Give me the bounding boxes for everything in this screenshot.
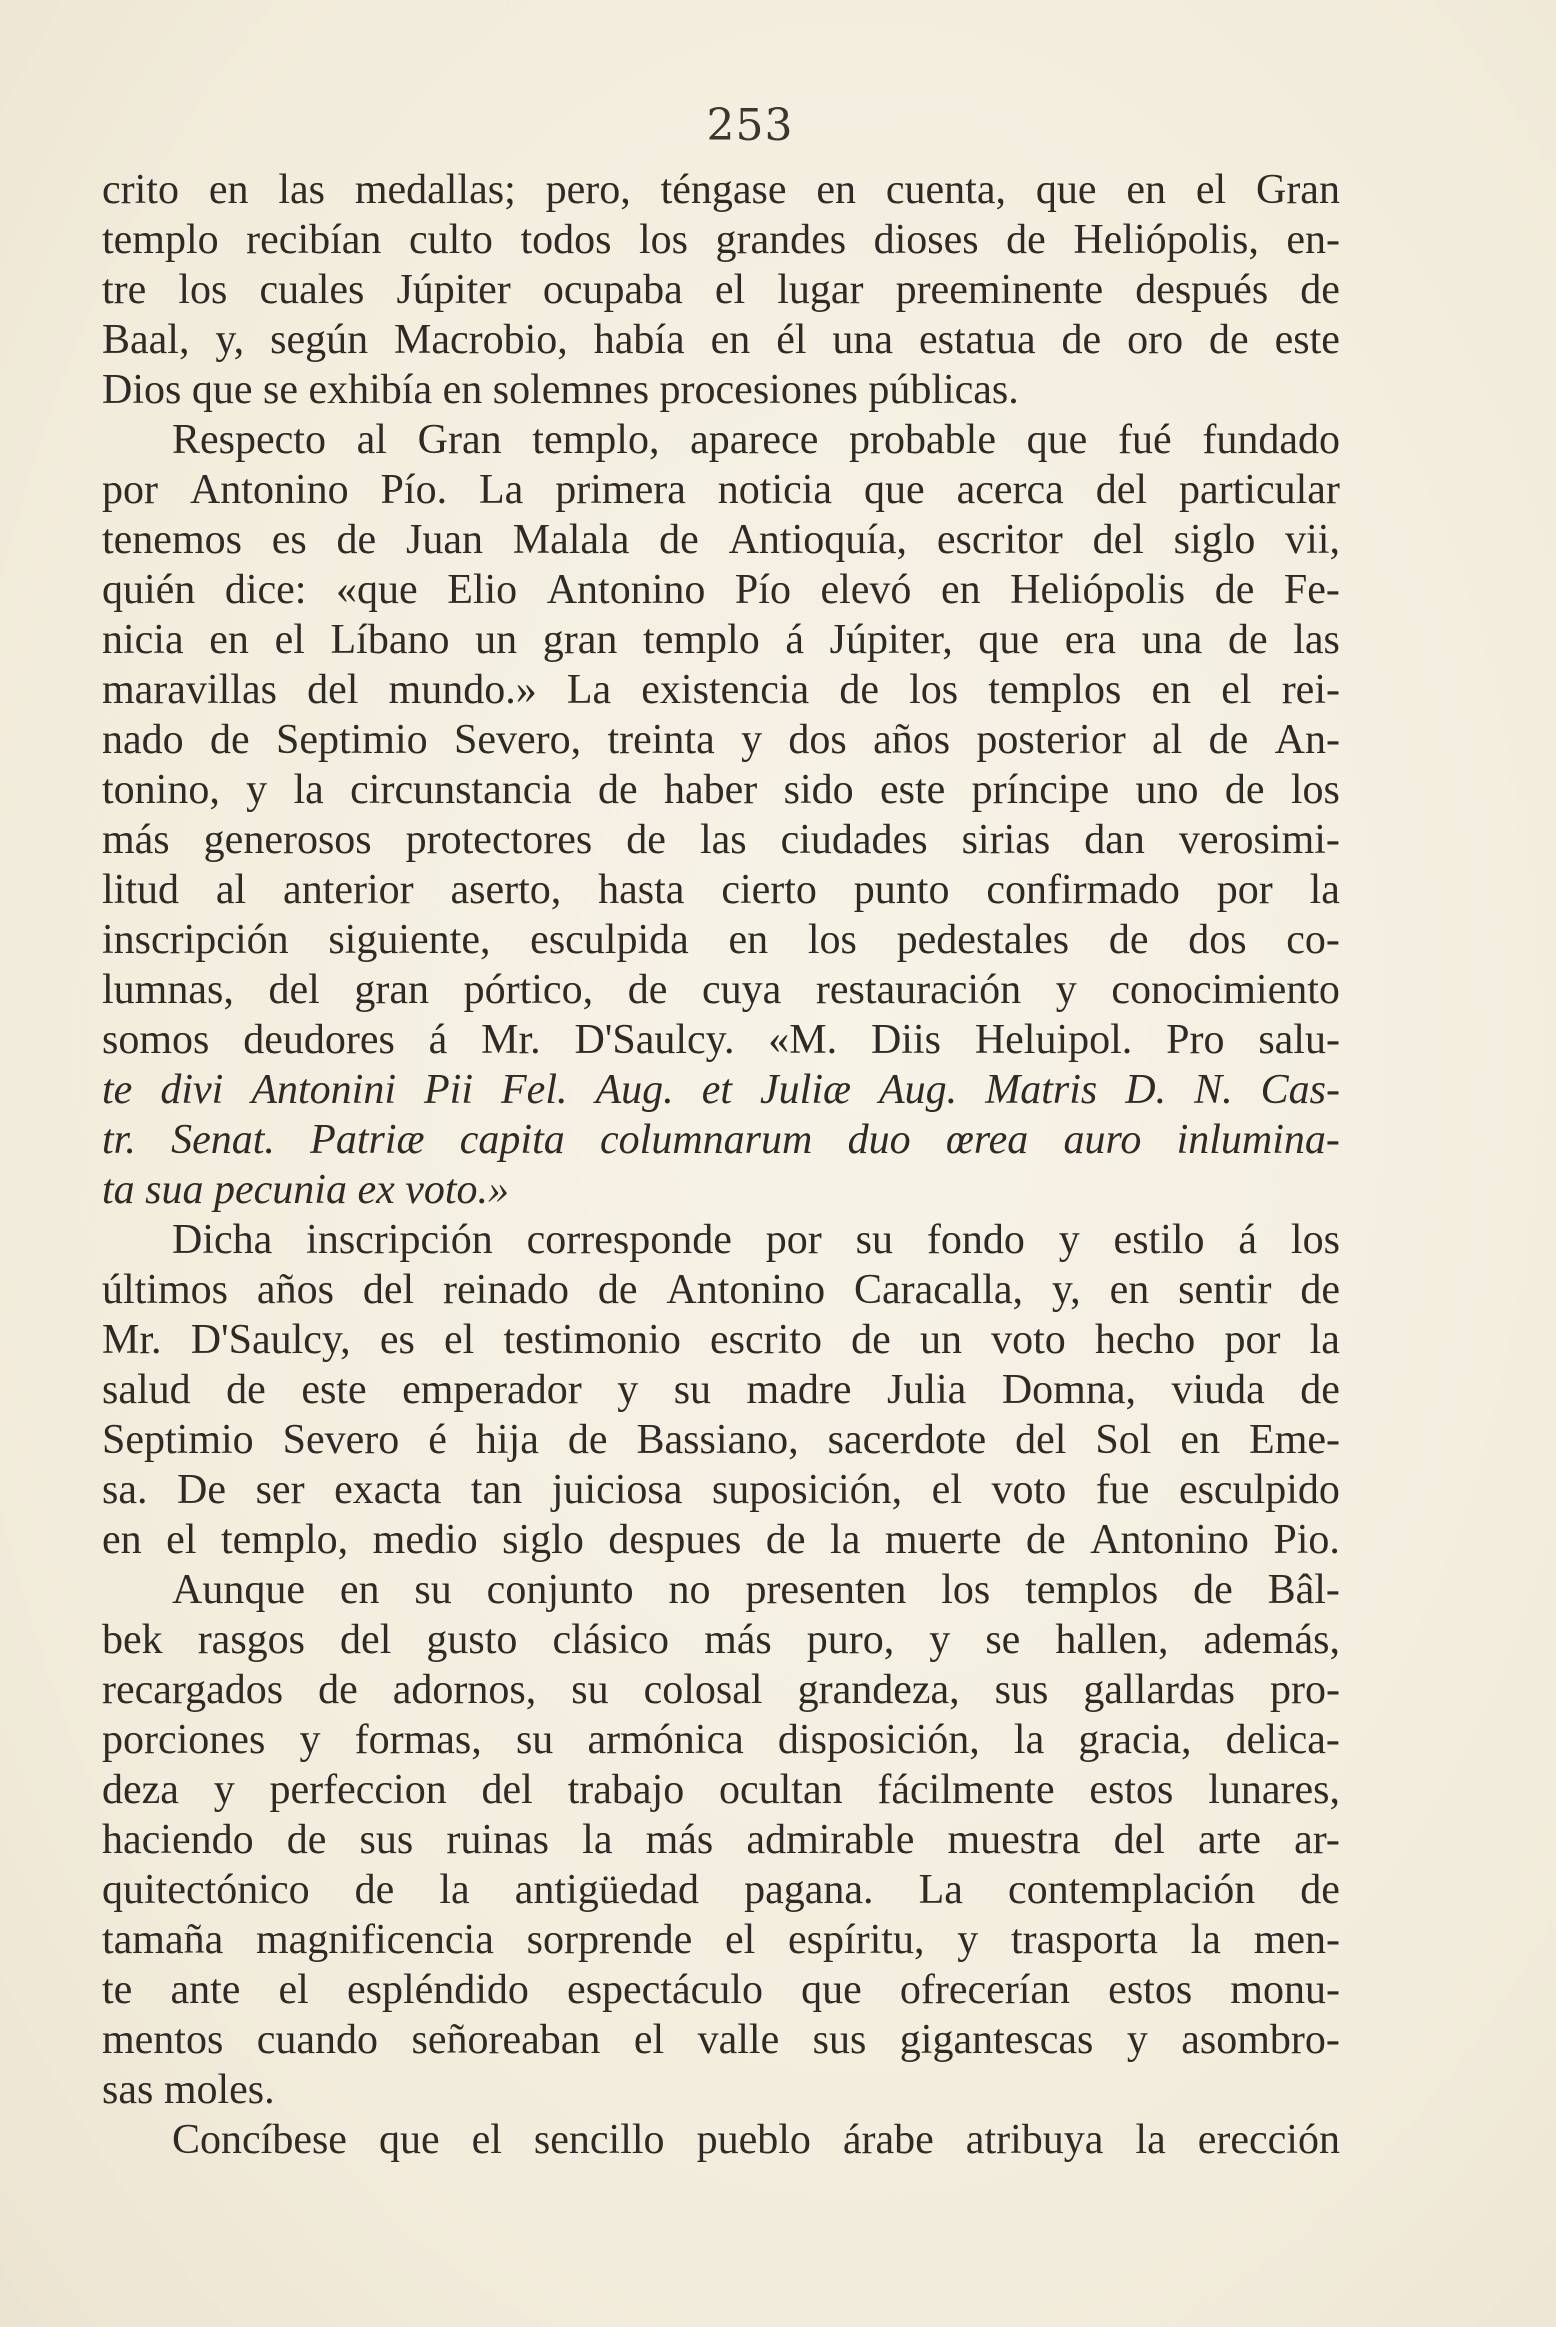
text-line: tamaña magnificencia sorprende el espíritu, y trasporta la men-	[102, 1917, 1340, 1963]
text-line: Baal, y, según Macrobio, había en él una estatua de oro de este	[102, 317, 1340, 363]
paragraph-5	[102, 2115, 1340, 2165]
text-line: haciendo de sus ruinas la más admirable muestra del arte ar-	[102, 1817, 1340, 1863]
text-line: inscripción siguiente, esculpida en los pedestales de dos co-	[102, 917, 1340, 963]
text-line: crito en las medallas; pero, téngase en cuenta, que en el Gran	[102, 167, 1340, 213]
text-line: porciones y formas, su armónica disposición, la gracia, delica-	[102, 1717, 1340, 1763]
text-line: sa. De ser exacta tan juiciosa suposición, el voto fue esculpido	[102, 1467, 1340, 1513]
latin-inscription-line: ta sua pecunia ex voto.»	[102, 1167, 510, 1213]
text-line: Dicha inscripción corresponde por su fondo y estilo á los	[172, 1217, 1340, 1263]
text-line: Concíbese que el sencillo pueblo árabe atribuya la erección	[172, 2117, 1340, 2163]
paragraph-1	[102, 165, 1340, 415]
text-line: tre los cuales Júpiter ocupaba el lugar preeminente después de	[102, 267, 1340, 313]
body-text	[102, 165, 1340, 2165]
text-line: por Antonino Pío. La primera noticia que acerca del particular	[102, 467, 1340, 513]
text-line: recargados de adornos, su colosal grandeza, sus gallardas pro-	[102, 1667, 1340, 1713]
latin-inscription-line: tr. Senat. Patriæ capita columnarum duo œrea auro inlumina-	[102, 1117, 1340, 1163]
paragraph-2	[102, 415, 1340, 1215]
text-line: bek rasgos del gusto clásico más puro, y se hallen, además,	[102, 1617, 1340, 1663]
text-line: nado de Septimio Severo, treinta y dos años posterior al de An-	[102, 717, 1340, 763]
text-line: nicia en el Líbano un gran templo á Júpiter, que era una de las	[102, 617, 1340, 663]
text-line: lumnas, del gran pórtico, de cuya restauración y conocimiento	[102, 967, 1340, 1013]
text-line: tonino, y la circunstancia de haber sido este príncipe uno de los	[102, 767, 1340, 813]
text-line: sas moles.	[102, 2067, 275, 2113]
text-line: Mr. D'Saulcy, es el testimonio escrito de un voto hecho por la	[102, 1317, 1340, 1363]
text-line: tenemos es de Juan Malala de Antioquía, escritor del siglo vii,	[102, 517, 1340, 563]
text-line: deza y perfeccion del trabajo ocultan fácilmente estos lunares,	[102, 1767, 1340, 1813]
latin-inscription-line: te divi Antonini Pii Fel. Aug. et Juliæ Aug. Matris D. N. Cas-	[102, 1067, 1340, 1113]
text-line: más generosos protectores de las ciudades sirias dan verosimi-	[102, 817, 1340, 863]
paragraph-4	[102, 1565, 1340, 2115]
text-line: últimos años del reinado de Antonino Caracalla, y, en sentir de	[102, 1267, 1340, 1313]
text-line: salud de este emperador y su madre Julia Domna, viuda de	[102, 1367, 1340, 1413]
text-line: litud al anterior aserto, hasta cierto punto confirmado por la	[102, 867, 1340, 913]
text-line: Respecto al Gran templo, aparece probable que fué fundado	[172, 417, 1340, 463]
page-number: 253	[706, 100, 794, 151]
text-line: Aunque en su conjunto no presenten los templos de Bâl-	[172, 1567, 1340, 1613]
text-line: quién dice: «que Elio Antonino Pío elevó en Heliópolis de Fe-	[102, 567, 1340, 613]
text-line: somos deudores á Mr. D'Saulcy. «M. Diis Heluipol. Pro salu-	[102, 1017, 1340, 1063]
text-line: mentos cuando señoreaban el valle sus gigantescas y asombro-	[102, 2017, 1340, 2063]
text-line: te ante el espléndido espectáculo que ofrecerían estos monu-	[102, 1967, 1340, 2013]
text-line: maravillas del mundo.» La existencia de los templos en el rei-	[102, 667, 1340, 713]
text-line: templo recibían culto todos los grandes dioses de Heliópolis, en-	[102, 217, 1340, 263]
text-line: Dios que se exhibía en solemnes procesiones públicas.	[102, 367, 1019, 413]
text-line: quitectónico de la antigüedad pagana. La contemplación de	[102, 1867, 1340, 1913]
paragraph-3	[102, 1215, 1340, 1565]
text-line: Septimio Severo é hija de Bassiano, sacerdote del Sol en Eme-	[102, 1417, 1340, 1463]
text-line: en el templo, medio siglo despues de la muerte de Antonino Pio.	[102, 1517, 1340, 1563]
